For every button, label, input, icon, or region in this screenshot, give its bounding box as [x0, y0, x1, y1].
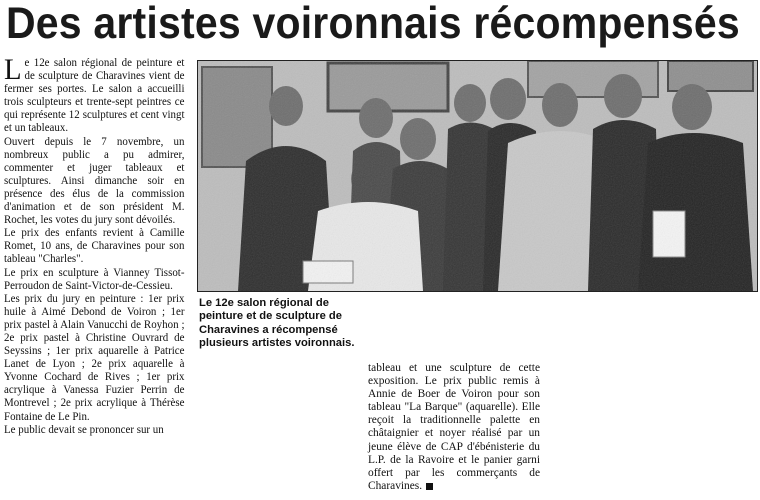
group-photo	[197, 60, 758, 292]
paragraph-intro-text: e 12e salon régional de peinture et de sculpture de Charavines vient de fermer ses portes. Le salon a accueilli trois sculpteurs et trente-sept peintres ce qui représente 12 sculptures et cent vingt et un tableaux.	[4, 57, 185, 135]
drop-cap: L	[4, 53, 22, 86]
paragraph-jury-prizes: Les prix du jury en peinture : 1er prix huile à Aimé Debond de Voiron ; 1er prix pastel à Alain Vanucchi de Royhon ; 2e prix pastel à Christine Ouvrard de Seyssins ; 1er prix aquarelle à Patrice Lanet de Lyon ; 2e prix aquarelle à Yvonne Cochard de Rives ; 1er prix acrylique à Vanessa Fuzier Perrin de Montrevel ; 2e prix acrylique à Thérèse Fontaine de Le Pin.	[4, 292, 185, 423]
paragraph-intro	[4, 53, 185, 136]
group-photo-icon	[198, 61, 757, 291]
paragraph-children-prize: Le prix des enfants revient à Camille Romet, 10 ans, de Charavines pour son tableau "Charles".	[4, 227, 185, 266]
article-column-left	[4, 53, 185, 437]
paragraph-public-prize-text: tableau et une sculpture de cette exposition. Le prix public remis à Annie de Boer de Voiron pour son tableau "La Barque" (aquarelle). Elle reçoit la traditionnelle palette en châtaignier et noyer réalisé par un jeune élève de CAP d'ébénisterie du L.P. de la Ravoire et le panier garni offert par les commerçants de Charavines.	[368, 362, 540, 492]
article-column-right	[368, 362, 540, 493]
paragraph-public-vote: Le public devait se prononcer sur un	[4, 423, 164, 436]
paragraph-public-prize	[368, 362, 540, 493]
end-mark-icon	[426, 483, 433, 490]
paragraph-sculpture-prize: Le prix en sculpture à Vianney Tissot-Perroudon de Saint-Victor-de-Cessieu.	[4, 266, 185, 292]
paragraph-opening: Ouvert depuis le 7 novembre, un nombreux public a pu admirer, commenter et juger tableaux et sculptures. Ainsi dimanche soir en présence des élus de la commission d'animation et de son président M. Rochet, les votes du jury sont dévoilés.	[4, 135, 185, 227]
photo-caption: Le 12e salon régional de peinture et de sculpture de Charavines a récompensé plusieurs artistes voironnais.	[199, 297, 355, 350]
headline: Des artistes voironnais récompensés	[6, 0, 740, 48]
